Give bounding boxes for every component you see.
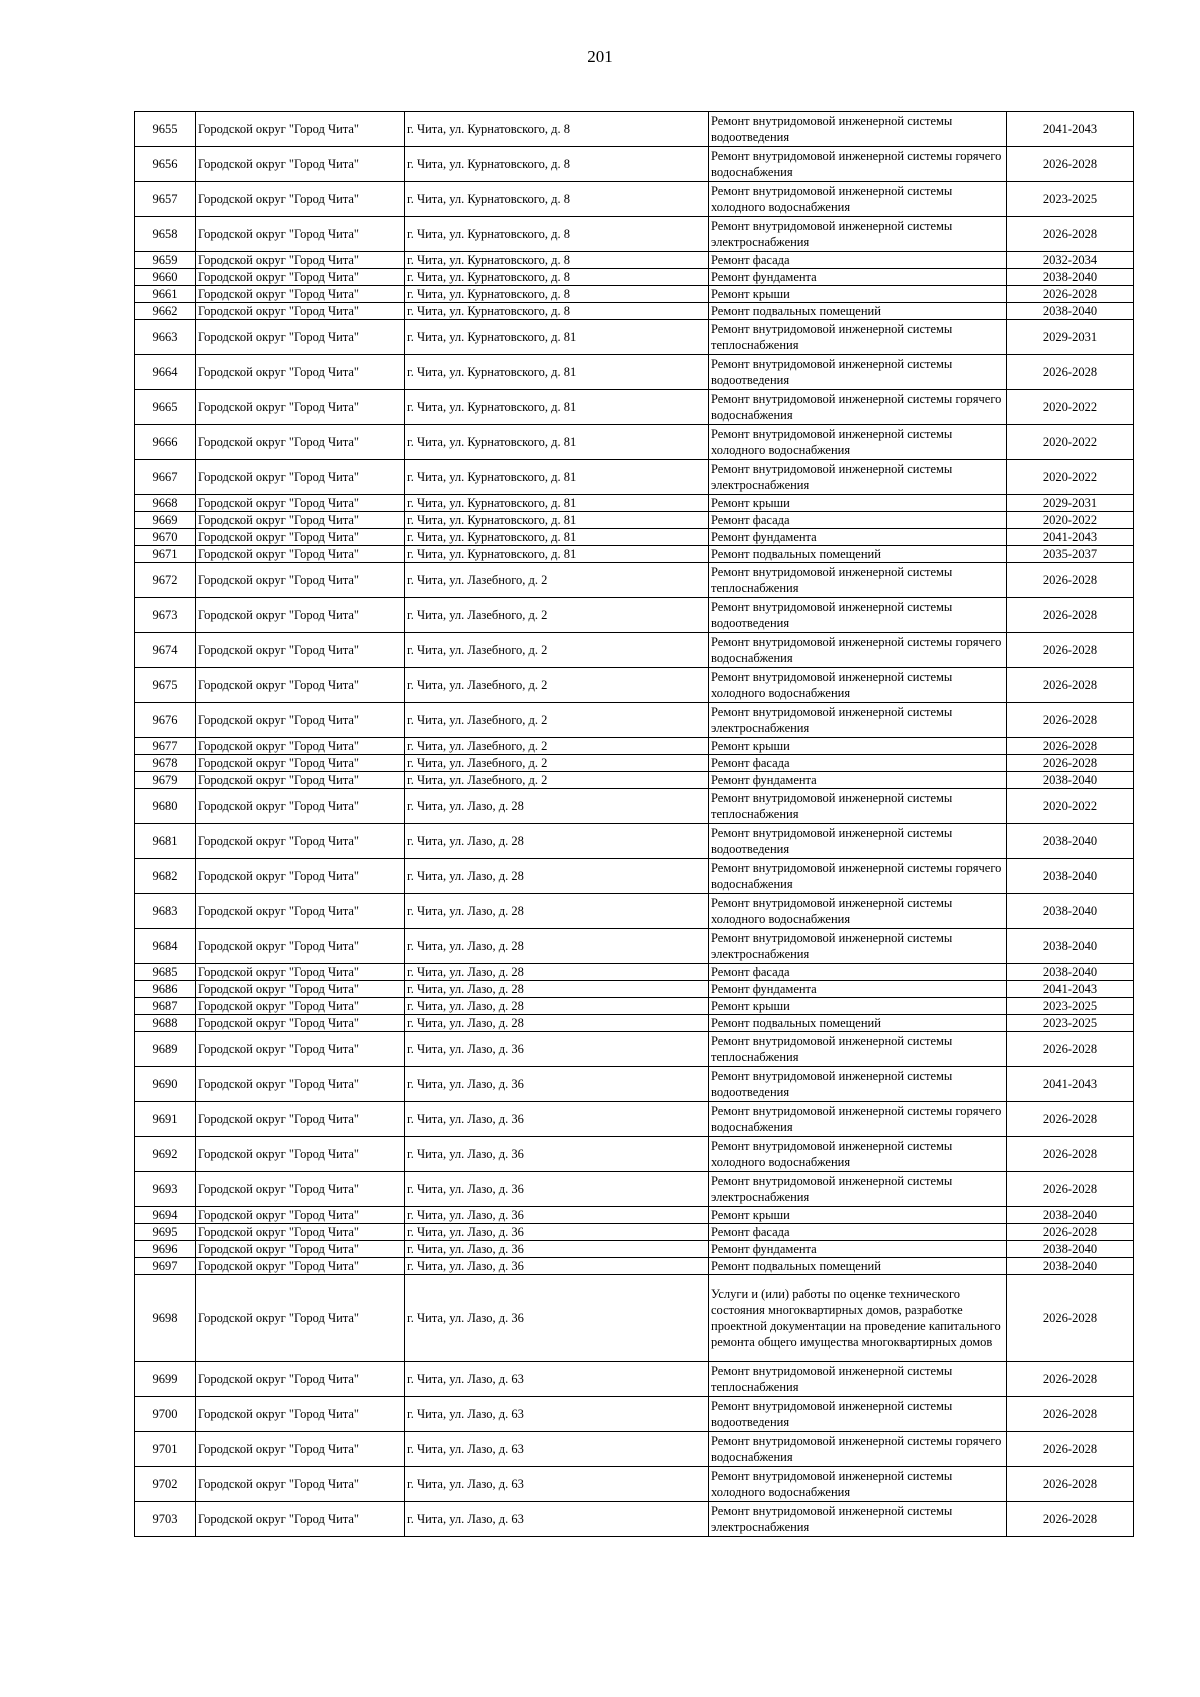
capital-repair-table	[134, 111, 1134, 1537]
municipality-cell: Городской округ "Город Чита"	[196, 824, 405, 859]
period-cell: 2029-2031	[1007, 495, 1134, 512]
period-cell: 2038-2040	[1007, 772, 1134, 789]
period-cell: 2041-2043	[1007, 529, 1134, 546]
municipality-cell: Городской округ "Город Чита"	[196, 512, 405, 529]
period-cell: 2020-2022	[1007, 390, 1134, 425]
row-number-cell: 9660	[135, 269, 196, 286]
address-cell: г. Чита, ул. Лазо, д. 36	[405, 1137, 709, 1172]
municipality-cell: Городской округ "Город Чита"	[196, 269, 405, 286]
period-cell: 2038-2040	[1007, 929, 1134, 964]
municipality-cell: Городской округ "Город Чита"	[196, 1102, 405, 1137]
table-row	[135, 1241, 1134, 1258]
row-number-cell: 9700	[135, 1397, 196, 1432]
address-cell: г. Чита, ул. Лазо, д. 28	[405, 929, 709, 964]
work-type-cell: Ремонт фасада	[709, 1224, 1007, 1241]
table-row	[135, 598, 1134, 633]
period-cell: 2020-2022	[1007, 512, 1134, 529]
municipality-cell: Городской округ "Город Чита"	[196, 286, 405, 303]
table-row	[135, 390, 1134, 425]
period-cell: 2023-2025	[1007, 998, 1134, 1015]
row-number-cell: 9686	[135, 981, 196, 998]
work-type-cell: Ремонт фасада	[709, 512, 1007, 529]
table-row	[135, 981, 1134, 998]
period-cell: 2041-2043	[1007, 1067, 1134, 1102]
work-type-cell: Ремонт внутридомовой инженерной системы электроснабжения	[709, 1172, 1007, 1207]
table-row	[135, 1258, 1134, 1275]
address-cell: г. Чита, ул. Лазо, д. 28	[405, 1015, 709, 1032]
address-cell: г. Чита, ул. Курнатовского, д. 81	[405, 390, 709, 425]
work-type-cell: Ремонт крыши	[709, 738, 1007, 755]
municipality-cell: Городской округ "Город Чита"	[196, 1362, 405, 1397]
municipality-cell: Городской округ "Город Чита"	[196, 563, 405, 598]
work-type-cell: Ремонт крыши	[709, 998, 1007, 1015]
row-number-cell: 9676	[135, 703, 196, 738]
period-cell: 2026-2028	[1007, 1032, 1134, 1067]
municipality-cell: Городской округ "Город Чита"	[196, 998, 405, 1015]
address-cell: г. Чита, ул. Курнатовского, д. 81	[405, 320, 709, 355]
work-type-cell: Ремонт фундамента	[709, 981, 1007, 998]
table-row	[135, 112, 1134, 147]
table-row	[135, 964, 1134, 981]
address-cell: г. Чита, ул. Лазебного, д. 2	[405, 755, 709, 772]
work-type-cell: Ремонт внутридомовой инженерной системы водоотведения	[709, 1067, 1007, 1102]
table-row	[135, 303, 1134, 320]
period-cell: 2026-2028	[1007, 1397, 1134, 1432]
work-type-cell: Ремонт внутридомовой инженерной системы электроснабжения	[709, 1502, 1007, 1537]
municipality-cell: Городской округ "Город Чита"	[196, 147, 405, 182]
work-type-cell: Ремонт фасада	[709, 755, 1007, 772]
municipality-cell: Городской округ "Город Чита"	[196, 320, 405, 355]
address-cell: г. Чита, ул. Лазо, д. 28	[405, 789, 709, 824]
table-row	[135, 1432, 1134, 1467]
work-type-cell: Ремонт фундамента	[709, 772, 1007, 789]
row-number-cell: 9668	[135, 495, 196, 512]
municipality-cell: Городской округ "Город Чита"	[196, 1467, 405, 1502]
table-row	[135, 563, 1134, 598]
row-number-cell: 9690	[135, 1067, 196, 1102]
table-row	[135, 772, 1134, 789]
work-type-cell: Ремонт внутридомовой инженерной системы теплоснабжения	[709, 563, 1007, 598]
table-row	[135, 252, 1134, 269]
municipality-cell: Городской округ "Город Чита"	[196, 772, 405, 789]
address-cell: г. Чита, ул. Курнатовского, д. 81	[405, 355, 709, 390]
address-cell: г. Чита, ул. Курнатовского, д. 8	[405, 147, 709, 182]
address-cell: г. Чита, ул. Лазо, д. 63	[405, 1467, 709, 1502]
work-type-cell: Ремонт внутридомовой инженерной системы горячего водоснабжения	[709, 859, 1007, 894]
row-number-cell: 9689	[135, 1032, 196, 1067]
row-number-cell: 9673	[135, 598, 196, 633]
period-cell: 2041-2043	[1007, 112, 1134, 147]
row-number-cell: 9682	[135, 859, 196, 894]
period-cell: 2026-2028	[1007, 598, 1134, 633]
row-number-cell: 9655	[135, 112, 196, 147]
municipality-cell: Городской округ "Город Чита"	[196, 390, 405, 425]
municipality-cell: Городской округ "Город Чита"	[196, 755, 405, 772]
row-number-cell: 9677	[135, 738, 196, 755]
row-number-cell: 9697	[135, 1258, 196, 1275]
address-cell: г. Чита, ул. Лазо, д. 36	[405, 1224, 709, 1241]
address-cell: г. Чита, ул. Курнатовского, д. 8	[405, 303, 709, 320]
table-row	[135, 147, 1134, 182]
table-row	[135, 1172, 1134, 1207]
table-row	[135, 1224, 1134, 1241]
work-type-cell: Ремонт внутридомовой инженерной системы электроснабжения	[709, 929, 1007, 964]
municipality-cell: Городской округ "Город Чита"	[196, 1432, 405, 1467]
address-cell: г. Чита, ул. Лазо, д. 63	[405, 1432, 709, 1467]
municipality-cell: Городской округ "Город Чита"	[196, 1397, 405, 1432]
row-number-cell: 9658	[135, 217, 196, 252]
municipality-cell: Городской округ "Город Чита"	[196, 355, 405, 390]
row-number-cell: 9674	[135, 633, 196, 668]
municipality-cell: Городской округ "Город Чита"	[196, 112, 405, 147]
address-cell: г. Чита, ул. Курнатовского, д. 81	[405, 425, 709, 460]
address-cell: г. Чита, ул. Лазо, д. 28	[405, 859, 709, 894]
row-number-cell: 9670	[135, 529, 196, 546]
period-cell: 2020-2022	[1007, 425, 1134, 460]
address-cell: г. Чита, ул. Лазо, д. 36	[405, 1067, 709, 1102]
page-number: 201	[587, 47, 613, 66]
work-type-cell: Ремонт подвальных помещений	[709, 1258, 1007, 1275]
table-row	[135, 789, 1134, 824]
period-cell: 2026-2028	[1007, 1362, 1134, 1397]
period-cell: 2026-2028	[1007, 1432, 1134, 1467]
period-cell: 2023-2025	[1007, 182, 1134, 217]
row-number-cell: 9692	[135, 1137, 196, 1172]
municipality-cell: Городской округ "Город Чита"	[196, 303, 405, 320]
municipality-cell: Городской округ "Город Чита"	[196, 1067, 405, 1102]
table-row	[135, 269, 1134, 286]
period-cell: 2026-2028	[1007, 563, 1134, 598]
row-number-cell: 9669	[135, 512, 196, 529]
period-cell: 2035-2037	[1007, 546, 1134, 563]
table-row	[135, 824, 1134, 859]
work-type-cell: Ремонт внутридомовой инженерной системы холодного водоснабжения	[709, 894, 1007, 929]
period-cell: 2026-2028	[1007, 1502, 1134, 1537]
table-row	[135, 425, 1134, 460]
address-cell: г. Чита, ул. Лазебного, д. 2	[405, 668, 709, 703]
municipality-cell: Городской округ "Город Чита"	[196, 703, 405, 738]
period-cell: 2029-2031	[1007, 320, 1134, 355]
address-cell: г. Чита, ул. Лазо, д. 36	[405, 1102, 709, 1137]
table-row	[135, 859, 1134, 894]
table-row	[135, 529, 1134, 546]
table-row	[135, 217, 1134, 252]
period-cell: 2038-2040	[1007, 1258, 1134, 1275]
address-cell: г. Чита, ул. Лазо, д. 28	[405, 998, 709, 1015]
row-number-cell: 9675	[135, 668, 196, 703]
table-row	[135, 286, 1134, 303]
table-row	[135, 320, 1134, 355]
address-cell: г. Чита, ул. Лазо, д. 28	[405, 981, 709, 998]
table-row	[135, 460, 1134, 495]
work-type-cell: Ремонт внутридомовой инженерной системы электроснабжения	[709, 460, 1007, 495]
row-number-cell: 9680	[135, 789, 196, 824]
address-cell: г. Чита, ул. Курнатовского, д. 81	[405, 546, 709, 563]
address-cell: г. Чита, ул. Лазо, д. 63	[405, 1362, 709, 1397]
row-number-cell: 9679	[135, 772, 196, 789]
work-type-cell: Ремонт крыши	[709, 286, 1007, 303]
period-cell: 2026-2028	[1007, 1224, 1134, 1241]
table-row	[135, 1067, 1134, 1102]
work-type-cell: Ремонт внутридомовой инженерной системы горячего водоснабжения	[709, 1102, 1007, 1137]
municipality-cell: Городской округ "Город Чита"	[196, 1224, 405, 1241]
table-row	[135, 1467, 1134, 1502]
municipality-cell: Городской округ "Город Чита"	[196, 964, 405, 981]
period-cell: 2026-2028	[1007, 1467, 1134, 1502]
period-cell: 2026-2028	[1007, 355, 1134, 390]
row-number-cell: 9662	[135, 303, 196, 320]
work-type-cell: Ремонт внутридомовой инженерной системы холодного водоснабжения	[709, 1467, 1007, 1502]
row-number-cell: 9699	[135, 1362, 196, 1397]
row-number-cell: 9685	[135, 964, 196, 981]
work-type-cell: Ремонт внутридомовой инженерной системы электроснабжения	[709, 703, 1007, 738]
work-type-cell: Ремонт подвальных помещений	[709, 303, 1007, 320]
address-cell: г. Чита, ул. Курнатовского, д. 81	[405, 460, 709, 495]
address-cell: г. Чита, ул. Лазо, д. 28	[405, 824, 709, 859]
table-row	[135, 1137, 1134, 1172]
row-number-cell: 9671	[135, 546, 196, 563]
table-row	[135, 182, 1134, 217]
period-cell: 2038-2040	[1007, 1207, 1134, 1224]
municipality-cell: Городской округ "Город Чита"	[196, 529, 405, 546]
address-cell: г. Чита, ул. Лазебного, д. 2	[405, 633, 709, 668]
address-cell: г. Чита, ул. Курнатовского, д. 8	[405, 269, 709, 286]
address-cell: г. Чита, ул. Лазебного, д. 2	[405, 563, 709, 598]
table-row	[135, 703, 1134, 738]
work-type-cell: Ремонт внутридомовой инженерной системы холодного водоснабжения	[709, 182, 1007, 217]
table-row	[135, 894, 1134, 929]
period-cell: 2026-2028	[1007, 703, 1134, 738]
municipality-cell: Городской округ "Город Чита"	[196, 738, 405, 755]
municipality-cell: Городской округ "Город Чита"	[196, 1241, 405, 1258]
table-row	[135, 495, 1134, 512]
municipality-cell: Городской округ "Город Чита"	[196, 1207, 405, 1224]
row-number-cell: 9698	[135, 1275, 196, 1362]
municipality-cell: Городской округ "Город Чита"	[196, 1275, 405, 1362]
municipality-cell: Городской округ "Город Чита"	[196, 252, 405, 269]
period-cell: 2026-2028	[1007, 1137, 1134, 1172]
row-number-cell: 9688	[135, 1015, 196, 1032]
table-row	[135, 1397, 1134, 1432]
work-type-cell: Ремонт внутридомовой инженерной системы водоотведения	[709, 1397, 1007, 1432]
table-row	[135, 512, 1134, 529]
row-number-cell: 9659	[135, 252, 196, 269]
work-type-cell: Услуги и (или) работы по оценке технического состояния многоквартирных домов, разработке проектной документации на проведение капитального ремонта общего имущества многоквартирных домов	[709, 1275, 1007, 1362]
municipality-cell: Городской округ "Город Чита"	[196, 859, 405, 894]
table-row	[135, 668, 1134, 703]
work-type-cell: Ремонт внутридомовой инженерной системы водоотведения	[709, 355, 1007, 390]
period-cell: 2026-2028	[1007, 755, 1134, 772]
work-type-cell: Ремонт внутридомовой инженерной системы водоотведения	[709, 824, 1007, 859]
address-cell: г. Чита, ул. Курнатовского, д. 81	[405, 512, 709, 529]
address-cell: г. Чита, ул. Лазо, д. 36	[405, 1241, 709, 1258]
municipality-cell: Городской округ "Город Чита"	[196, 981, 405, 998]
period-cell: 2026-2028	[1007, 633, 1134, 668]
address-cell: г. Чита, ул. Лазо, д. 36	[405, 1258, 709, 1275]
table-row	[135, 755, 1134, 772]
row-number-cell: 9665	[135, 390, 196, 425]
work-type-cell: Ремонт фасада	[709, 252, 1007, 269]
row-number-cell: 9657	[135, 182, 196, 217]
period-cell: 2041-2043	[1007, 981, 1134, 998]
table-row	[135, 1502, 1134, 1537]
table-row	[135, 633, 1134, 668]
work-type-cell: Ремонт внутридомовой инженерной системы горячего водоснабжения	[709, 633, 1007, 668]
work-type-cell: Ремонт подвальных помещений	[709, 546, 1007, 563]
work-type-cell: Ремонт внутридомовой инженерной системы горячего водоснабжения	[709, 147, 1007, 182]
row-number-cell: 9678	[135, 755, 196, 772]
period-cell: 2023-2025	[1007, 1015, 1134, 1032]
table-row	[135, 998, 1134, 1015]
row-number-cell: 9683	[135, 894, 196, 929]
address-cell: г. Чита, ул. Лазо, д. 63	[405, 1502, 709, 1537]
row-number-cell: 9695	[135, 1224, 196, 1241]
row-number-cell: 9703	[135, 1502, 196, 1537]
period-cell: 2026-2028	[1007, 1275, 1134, 1362]
period-cell: 2038-2040	[1007, 894, 1134, 929]
table-row	[135, 929, 1134, 964]
row-number-cell: 9663	[135, 320, 196, 355]
period-cell: 2038-2040	[1007, 859, 1134, 894]
municipality-cell: Городской округ "Город Чита"	[196, 789, 405, 824]
row-number-cell: 9664	[135, 355, 196, 390]
table-row	[135, 355, 1134, 390]
municipality-cell: Городской округ "Город Чита"	[196, 1137, 405, 1172]
address-cell: г. Чита, ул. Лазо, д. 36	[405, 1207, 709, 1224]
municipality-cell: Городской округ "Город Чита"	[196, 1015, 405, 1032]
work-type-cell: Ремонт внутридомовой инженерной системы холодного водоснабжения	[709, 425, 1007, 460]
municipality-cell: Городской округ "Город Чита"	[196, 894, 405, 929]
address-cell: г. Чита, ул. Курнатовского, д. 81	[405, 495, 709, 512]
row-number-cell: 9661	[135, 286, 196, 303]
table-body	[135, 112, 1134, 1537]
table-row	[135, 1275, 1134, 1362]
municipality-cell: Городской округ "Город Чита"	[196, 1258, 405, 1275]
municipality-cell: Городской округ "Город Чита"	[196, 182, 405, 217]
row-number-cell: 9656	[135, 147, 196, 182]
work-type-cell: Ремонт фундамента	[709, 269, 1007, 286]
address-cell: г. Чита, ул. Лазебного, д. 2	[405, 703, 709, 738]
table-row	[135, 1102, 1134, 1137]
municipality-cell: Городской округ "Город Чита"	[196, 598, 405, 633]
address-cell: г. Чита, ул. Курнатовского, д. 8	[405, 182, 709, 217]
row-number-cell: 9672	[135, 563, 196, 598]
period-cell: 2026-2028	[1007, 668, 1134, 703]
municipality-cell: Городской округ "Город Чита"	[196, 495, 405, 512]
row-number-cell: 9681	[135, 824, 196, 859]
work-type-cell: Ремонт крыши	[709, 1207, 1007, 1224]
work-type-cell: Ремонт фундамента	[709, 529, 1007, 546]
address-cell: г. Чита, ул. Курнатовского, д. 8	[405, 112, 709, 147]
address-cell: г. Чита, ул. Лазо, д. 28	[405, 964, 709, 981]
work-type-cell: Ремонт крыши	[709, 495, 1007, 512]
work-type-cell: Ремонт внутридомовой инженерной системы теплоснабжения	[709, 789, 1007, 824]
row-number-cell: 9701	[135, 1432, 196, 1467]
address-cell: г. Чита, ул. Лазебного, д. 2	[405, 598, 709, 633]
address-cell: г. Чита, ул. Лазо, д. 36	[405, 1032, 709, 1067]
municipality-cell: Городской округ "Город Чита"	[196, 1172, 405, 1207]
period-cell: 2038-2040	[1007, 824, 1134, 859]
address-cell: г. Чита, ул. Курнатовского, д. 8	[405, 217, 709, 252]
work-type-cell: Ремонт внутридомовой инженерной системы электроснабжения	[709, 217, 1007, 252]
work-type-cell: Ремонт фундамента	[709, 1241, 1007, 1258]
address-cell: г. Чита, ул. Курнатовского, д. 81	[405, 529, 709, 546]
period-cell: 2026-2028	[1007, 1102, 1134, 1137]
address-cell: г. Чита, ул. Курнатовского, д. 8	[405, 286, 709, 303]
row-number-cell: 9694	[135, 1207, 196, 1224]
address-cell: г. Чита, ул. Курнатовского, д. 8	[405, 252, 709, 269]
address-cell: г. Чита, ул. Лазебного, д. 2	[405, 772, 709, 789]
period-cell: 2026-2028	[1007, 286, 1134, 303]
address-cell: г. Чита, ул. Лазо, д. 63	[405, 1397, 709, 1432]
table-row	[135, 1207, 1134, 1224]
period-cell: 2026-2028	[1007, 147, 1134, 182]
municipality-cell: Городской округ "Город Чита"	[196, 929, 405, 964]
work-type-cell: Ремонт внутридомовой инженерной системы горячего водоснабжения	[709, 390, 1007, 425]
work-type-cell: Ремонт внутридомовой инженерной системы горячего водоснабжения	[709, 1432, 1007, 1467]
row-number-cell: 9691	[135, 1102, 196, 1137]
address-cell: г. Чита, ул. Лазо, д. 36	[405, 1275, 709, 1362]
work-type-cell: Ремонт внутридомовой инженерной системы теплоснабжения	[709, 1032, 1007, 1067]
period-cell: 2038-2040	[1007, 964, 1134, 981]
row-number-cell: 9666	[135, 425, 196, 460]
period-cell: 2026-2028	[1007, 738, 1134, 755]
municipality-cell: Городской округ "Город Чита"	[196, 217, 405, 252]
municipality-cell: Городской округ "Город Чита"	[196, 425, 405, 460]
municipality-cell: Городской округ "Город Чита"	[196, 1502, 405, 1537]
municipality-cell: Городской округ "Город Чита"	[196, 546, 405, 563]
period-cell: 2026-2028	[1007, 217, 1134, 252]
work-type-cell: Ремонт внутридомовой инженерной системы холодного водоснабжения	[709, 668, 1007, 703]
work-type-cell: Ремонт внутридомовой инженерной системы водоотведения	[709, 598, 1007, 633]
municipality-cell: Городской округ "Город Чита"	[196, 1032, 405, 1067]
work-type-cell: Ремонт фасада	[709, 964, 1007, 981]
address-cell: г. Чита, ул. Лазо, д. 28	[405, 894, 709, 929]
row-number-cell: 9702	[135, 1467, 196, 1502]
table-row	[135, 1015, 1134, 1032]
period-cell: 2038-2040	[1007, 1241, 1134, 1258]
table-row	[135, 1362, 1134, 1397]
table-row	[135, 738, 1134, 755]
period-cell: 2038-2040	[1007, 303, 1134, 320]
municipality-cell: Городской округ "Город Чита"	[196, 668, 405, 703]
work-type-cell: Ремонт внутридомовой инженерной системы теплоснабжения	[709, 1362, 1007, 1397]
work-type-cell: Ремонт подвальных помещений	[709, 1015, 1007, 1032]
municipality-cell: Городской округ "Город Чита"	[196, 460, 405, 495]
period-cell: 2032-2034	[1007, 252, 1134, 269]
address-cell: г. Чита, ул. Лазебного, д. 2	[405, 738, 709, 755]
work-type-cell: Ремонт внутридомовой инженерной системы холодного водоснабжения	[709, 1137, 1007, 1172]
period-cell: 2020-2022	[1007, 789, 1134, 824]
period-cell: 2026-2028	[1007, 1172, 1134, 1207]
row-number-cell: 9684	[135, 929, 196, 964]
row-number-cell: 9687	[135, 998, 196, 1015]
row-number-cell: 9667	[135, 460, 196, 495]
municipality-cell: Городской округ "Город Чита"	[196, 633, 405, 668]
work-type-cell: Ремонт внутридомовой инженерной системы водоотведения	[709, 112, 1007, 147]
address-cell: г. Чита, ул. Лазо, д. 36	[405, 1172, 709, 1207]
row-number-cell: 9693	[135, 1172, 196, 1207]
period-cell: 2038-2040	[1007, 269, 1134, 286]
table-row	[135, 1032, 1134, 1067]
work-type-cell: Ремонт внутридомовой инженерной системы теплоснабжения	[709, 320, 1007, 355]
row-number-cell: 9696	[135, 1241, 196, 1258]
period-cell: 2020-2022	[1007, 460, 1134, 495]
table-row	[135, 546, 1134, 563]
